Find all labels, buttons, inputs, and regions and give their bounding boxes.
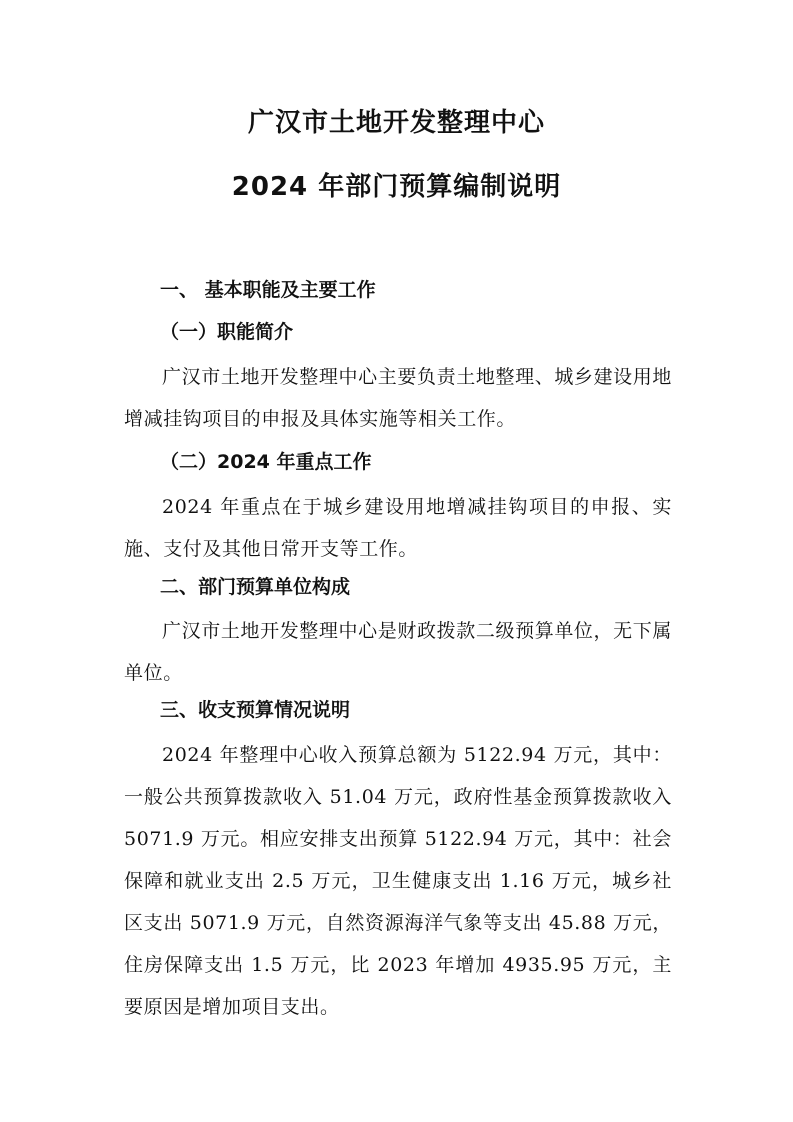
paragraph-function-intro: 广汉市土地开发整理中心主要负责土地整理、城乡建设用地增减挂钩项目的申报及具体实施等相关工作。 xyxy=(124,366,672,430)
paragraph-unit-composition: 广汉市土地开发整理中心是财政拨款二级预算单位，无下属单位。 xyxy=(124,620,672,684)
paragraph-budget-explanation: 2024 年整理中心收入预算总额为 5122.94 万元，其中：一般公共预算拨款收入 51.04 万元，政府性基金预算拨款收入 5071.9 万元。相应安排支出预算 5122.94 万元，其中：社会保障和就业支出 2.5 万元，卫生健康支出 1.16 万元，城乡社区支出 5071.9 万元，自然资源海洋气象等支出 45.88 万元，住房保障支出 1.5 万元，比 2023 年增加 4935.95 万元，主要原因是增加项目支出。 xyxy=(124,744,672,1018)
subsection-heading-function-intro: （一）职能简介 xyxy=(160,321,294,343)
section-heading-budget-explanation: 三、收支预算情况说明 xyxy=(160,699,351,721)
document-title-line2: 2024 年部门预算编制说明 xyxy=(231,172,562,202)
subsection-heading-key-work: （二）2024 年重点工作 xyxy=(160,451,372,473)
section-heading-unit-composition: 二、部门预算单位构成 xyxy=(160,576,351,598)
section-heading-basic-functions: 一、 基本职能及主要工作 xyxy=(160,279,376,301)
paragraph-key-work: 2024 年重点在于城乡建设用地增减挂钩项目的申报、实施、支付及其他日常开支等工作。 xyxy=(124,496,672,560)
document-title-line1: 广汉市土地开发整理中心 xyxy=(247,108,545,138)
